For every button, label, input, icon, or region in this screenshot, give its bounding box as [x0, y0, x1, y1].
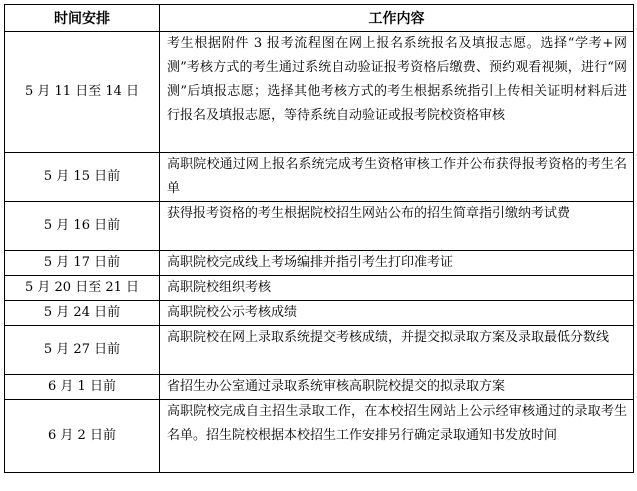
row-content: 高职院校完成线上考场编排并指引考生打印准考证 — [167, 255, 454, 270]
table-row — [5, 326, 634, 375]
row-content-cell — [160, 251, 634, 276]
row-time: 5 月 24 日前 — [5, 301, 160, 326]
row-content-cell — [160, 276, 634, 301]
row-content: 高职院校组织考核 — [167, 280, 272, 295]
schedule-table — [4, 4, 634, 473]
table-row — [5, 202, 634, 251]
table-row — [5, 400, 634, 473]
row-content: 高职院校通过网上报名系统完成考生资格审核工作并公布获得报考资格的考生名单 — [167, 157, 627, 196]
row-time: 5 月 16 日前 — [5, 202, 160, 251]
row-content: 考生根据附件 3 报考流程图在网上报名系统报名及填报志愿。选择“学考+网测”考核方式的考生通过系统自动验证报考资格后缴费、预约观看视频，进行“网测”后填报志愿；选择其他考核方式的考生根据系统指引上传相关证明材料后进行报名及填报志愿，等待系统自动验证或报考院校资格审核 — [167, 36, 627, 123]
row-content-cell — [160, 301, 634, 326]
row-time: 5 月 11 日至 14 日 — [5, 32, 160, 153]
header-row — [5, 5, 634, 32]
table-row — [5, 301, 634, 326]
row-content-cell — [160, 375, 634, 400]
row-content: 高职院校在网上录取系统提交考核成绩，并提交拟录取方案及录取最低分数线 — [167, 330, 610, 345]
row-time: 5 月 27 日前 — [5, 326, 160, 375]
row-time: 5 月 15 日前 — [5, 153, 160, 202]
row-time: 6 月 2 日前 — [5, 400, 160, 473]
header-time: 时间安排 — [5, 5, 160, 32]
table-row — [5, 375, 634, 400]
row-time: 6 月 1 日前 — [5, 375, 160, 400]
row-content-cell — [160, 326, 634, 375]
row-content: 省招生办公室通过录取系统审核高职院校提交的拟录取方案 — [167, 379, 506, 394]
row-content: 高职院校公示考核成绩 — [167, 305, 298, 320]
table-row — [5, 153, 634, 202]
row-content: 高职院校完成自主招生录取工作，在本校招生网站上公示经审核通过的录取考生名单。招生院校根据本校招生工作安排另行确定录取通知书发放时间 — [167, 404, 627, 443]
row-time: 5 月 17 日前 — [5, 251, 160, 276]
table-row — [5, 276, 634, 301]
row-time: 5 月 20 日至 21 日 — [5, 276, 160, 301]
table-row — [5, 251, 634, 276]
row-content-cell — [160, 400, 634, 473]
header-content: 工作内容 — [160, 5, 634, 32]
row-content-cell — [160, 153, 634, 202]
row-content-cell — [160, 202, 634, 251]
row-content: 获得报考资格的考生根据院校招生网站公布的招生简章指引缴纳考试费 — [167, 206, 571, 221]
row-content-cell — [160, 32, 634, 153]
table-row — [5, 32, 634, 153]
